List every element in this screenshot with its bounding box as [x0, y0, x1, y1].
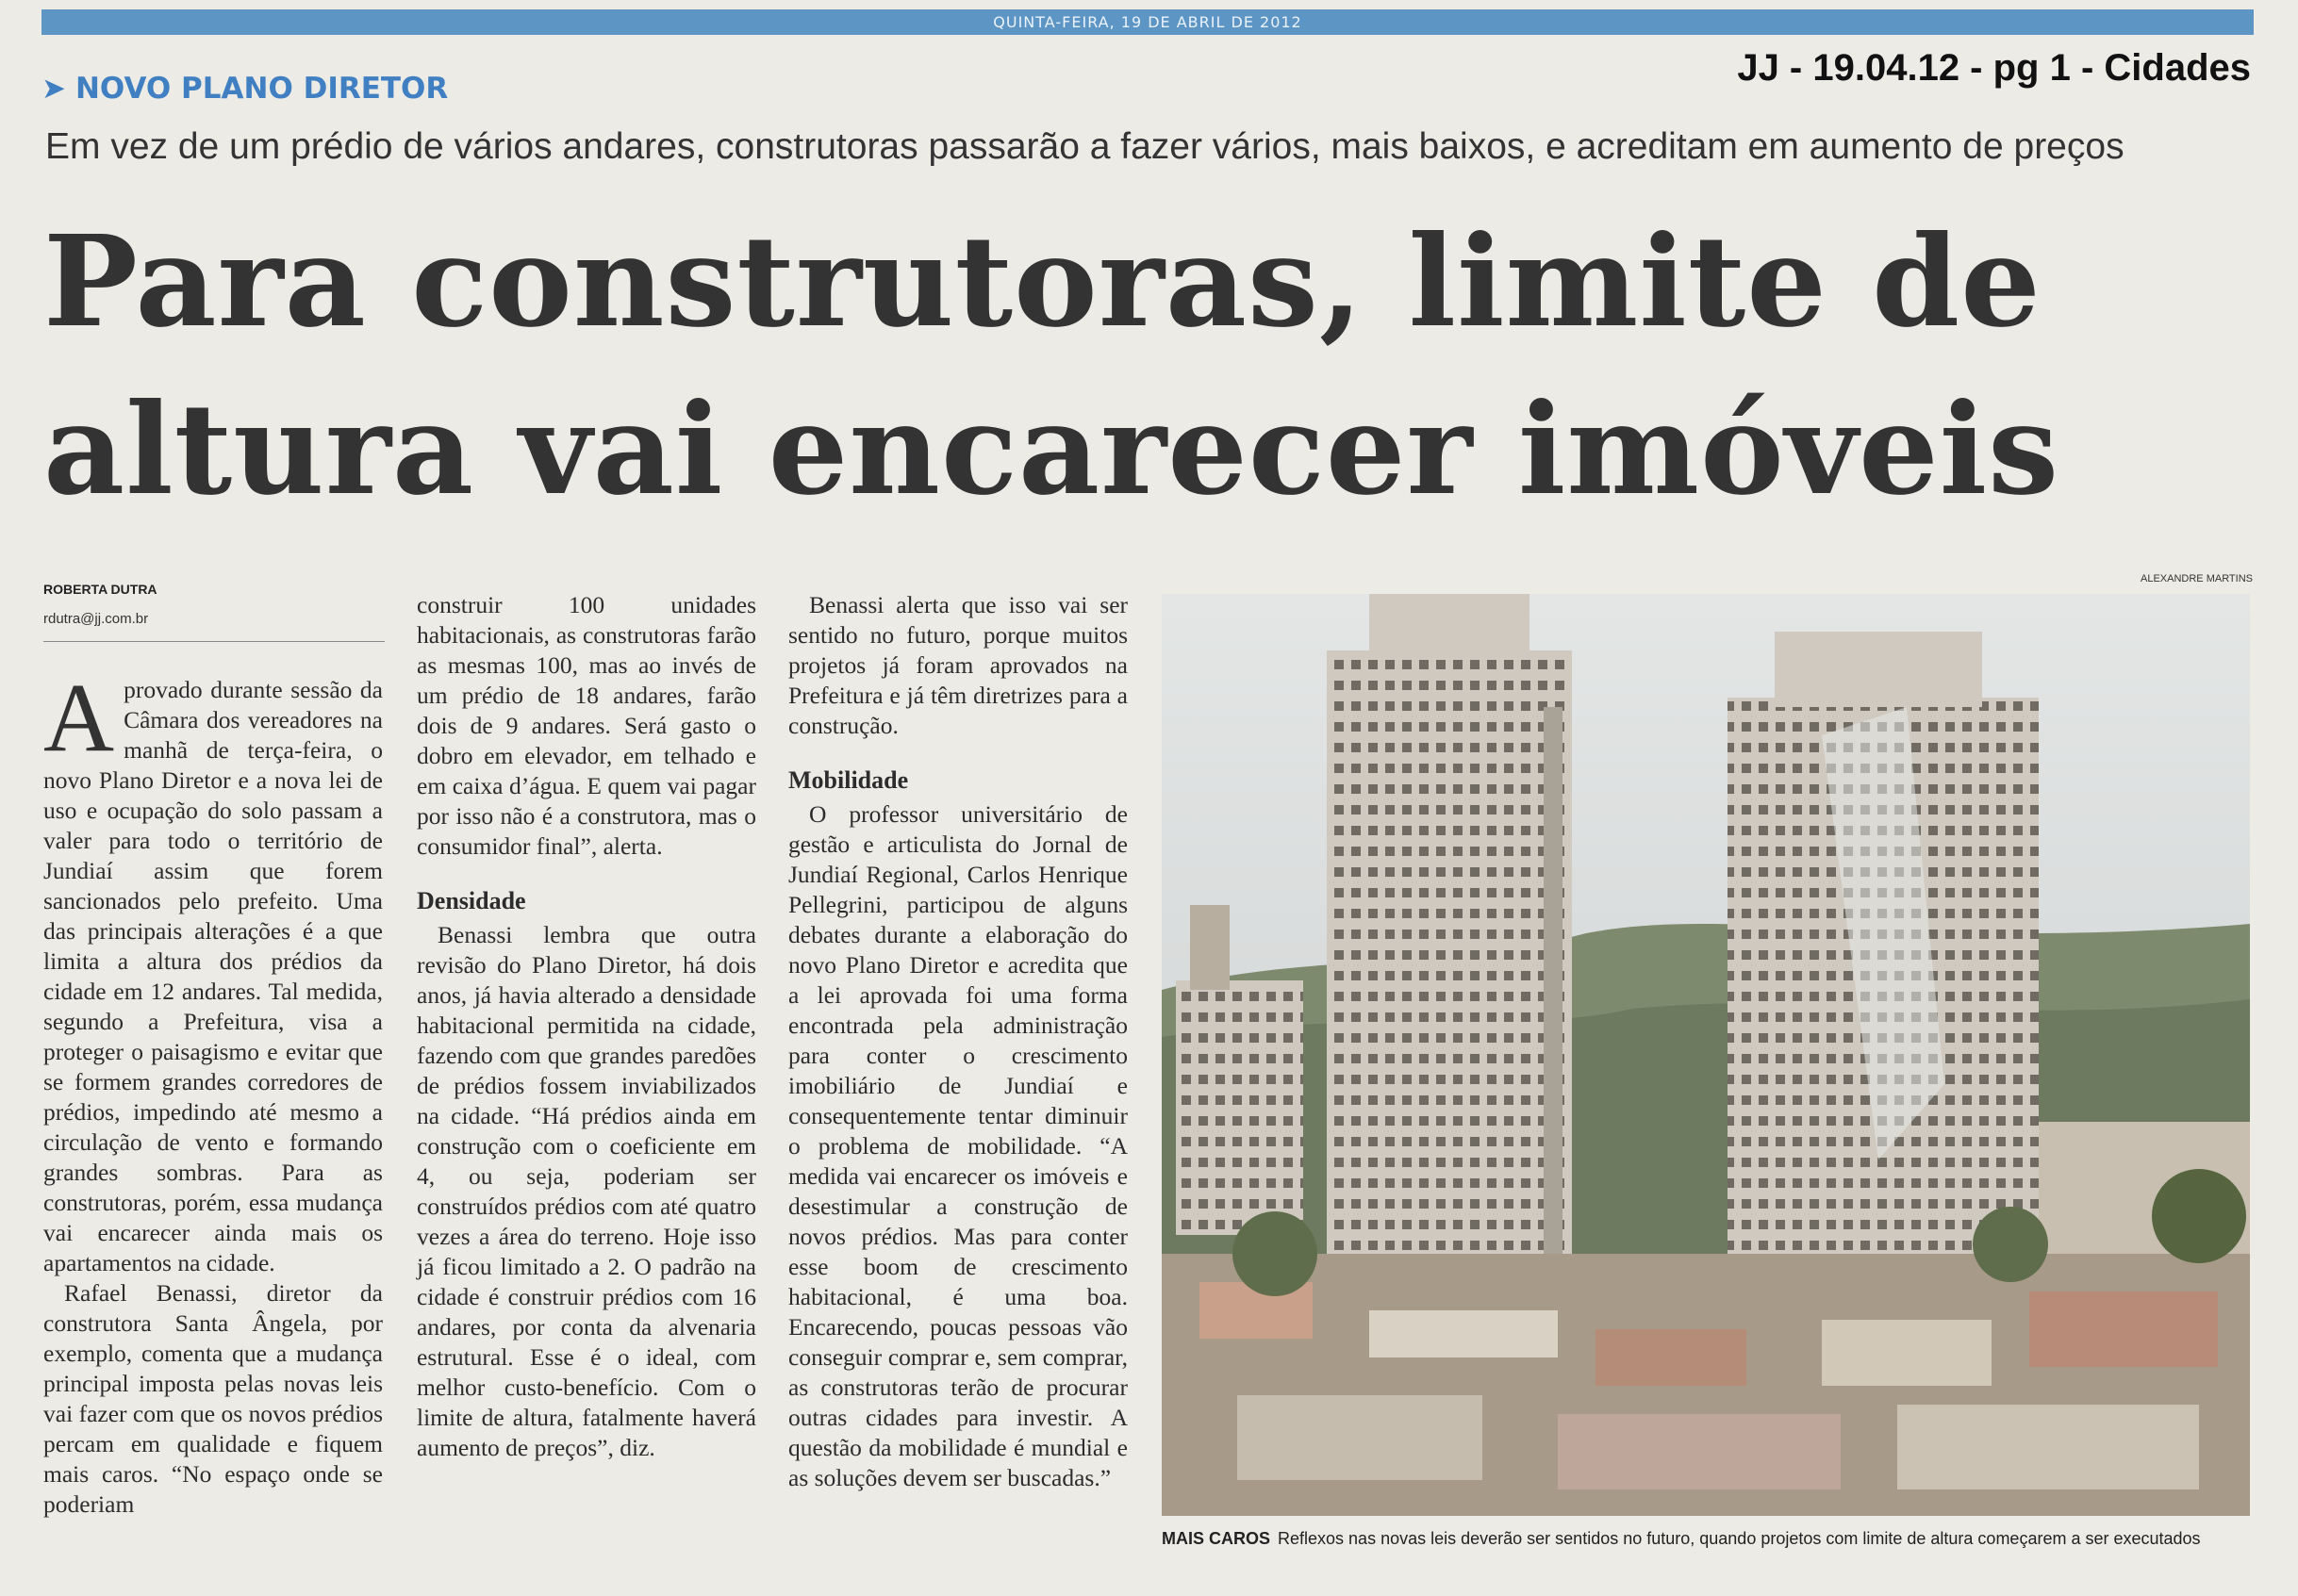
arrow-icon: ➤: [41, 72, 66, 106]
drop-cap: A: [43, 664, 115, 772]
photo-caption: [1162, 1529, 2256, 1549]
paragraph: O professor universitário de gestão e articulista do Jornal de Jundiaí Regional, Carlos Henrique Pellegrini, participou de alguns debates durante a elaboração do novo Plano Diretor e acredita que a lei aprovada foi uma forma encontrada pela administração para conter o crescimento imobiliário de Jundiaí e consequentemente tentar diminuir o problema de mobilidade. “A medida vai encarecer os imóveis e desestimular a construção de novos prédios. Mas para conter esse boom de crescimento habitacional, é uma boa. Encarecendo, poucas pessoas vão conseguir comprar e, sem comprar, as construtoras terão de procurar outras cidades para investir. A questão da mobilidade é mundial e as soluções devem ser buscadas.”: [788, 800, 1128, 1491]
paragraph: Rafael Benassi, diretor da construtora Santa Ângela, por exemplo, comenta que a mudança principal imposta pelas novas leis vai fazer com que os novos prédios percam em qualidade e fiquem mais caros. “No espaço onde se poderiam: [43, 1279, 383, 1518]
paragraph: Aprovado durante sessão da Câmara dos vereadores na manhã de terça-feira, o novo Plano Diretor e a nova lei de uso e ocupação do solo passam a valer para todo o território de Jundiaí assim que forem sancionados pelo prefeito. Uma das principais alterações é a que limita a altura dos prédios da cidade em 12 andares. Tal medida, segundo a Prefeitura, visa a proteger o paisagismo e evitar que se formem grandes corredores de prédios, impedindo até mesmo a circulação de vento e formando grandes sombras. Para as construtoras, porém, essa mudança vai encarecer ainda mais os apartamentos na cidade.: [43, 664, 383, 1276]
headline-line-1: Para construtoras, limite de: [43, 208, 2042, 355]
author-email: rdutra@jj.com.br: [43, 611, 149, 627]
buildings-illustration: [1162, 594, 2250, 1516]
headline-line-2: altura vai encarecer imóveis: [43, 376, 2060, 523]
article-deck: Em vez de um prédio de vários andares, construtoras passarão a fazer vários, mais baixos, e acreditam em aumento de preços: [45, 126, 2124, 167]
byline-divider: [43, 641, 385, 642]
paragraph: construir 100 unidades habitacionais, as construtoras farão as mesmas 100, mas ao invés de um prédio de 18 andares, farão dois de 9 andares. Será gasto o dobro em elevador, em telhado e em caixa d’água. E quem vai pagar por isso não é a construtora, mas o consumidor final”, alerta.: [417, 591, 756, 860]
article-column-2: [417, 590, 756, 1463]
caption-text: Reflexos nas novas leis deverão ser sentidos no futuro, quando projetos com limite de altura começarem a ser executados: [1278, 1529, 2201, 1548]
page-reference: JJ - 19.04.12 - pg 1 - Cidades: [1737, 47, 2251, 89]
photo-credit: ALEXANDRE MARTINS: [2141, 573, 2253, 584]
paragraph: Benassi alerta que isso vai ser sentido no futuro, porque muitos projetos já foram aprovados na Prefeitura e já têm diretrizes para a construção.: [788, 591, 1128, 739]
subheading: Mobilidade: [788, 766, 909, 794]
city-photo: [1162, 594, 2250, 1516]
section-label: [41, 72, 448, 106]
subheading: Densidade: [417, 887, 526, 914]
article-column-3: [788, 590, 1128, 1493]
article-column-1: [43, 664, 383, 1520]
section-title: NOVO PLANO DIRETOR: [74, 72, 449, 106]
paragraph: Benassi lembra que outra revisão do Plano Diretor, há dois anos, já havia alterado a densidade habitacional permitida na cidade, fazendo com que grandes paredões de prédios fossem inviabilizados na cidade. “Há prédios ainda em construção com o coeficiente em 4, ou seja, poderiam ser construídos prédios com até quatro vezes a área do terreno. Hoje isso já ficou limitado a 2. O padrão na cidade é construir prédios com 16 andares, por conta da alvenaria estrutural. Esse é o ideal, com melhor custo-benefício. Com o limite de altura, fatalmente haverá aumento de preços”, diz.: [417, 921, 756, 1461]
author-name: ROBERTA DUTRA: [43, 582, 157, 597]
article-headline: [43, 198, 2269, 534]
date-bar: QUINTA-FEIRA, 19 DE ABRIL DE 2012: [41, 9, 2254, 35]
caption-label: MAIS CAROS: [1162, 1529, 1271, 1548]
